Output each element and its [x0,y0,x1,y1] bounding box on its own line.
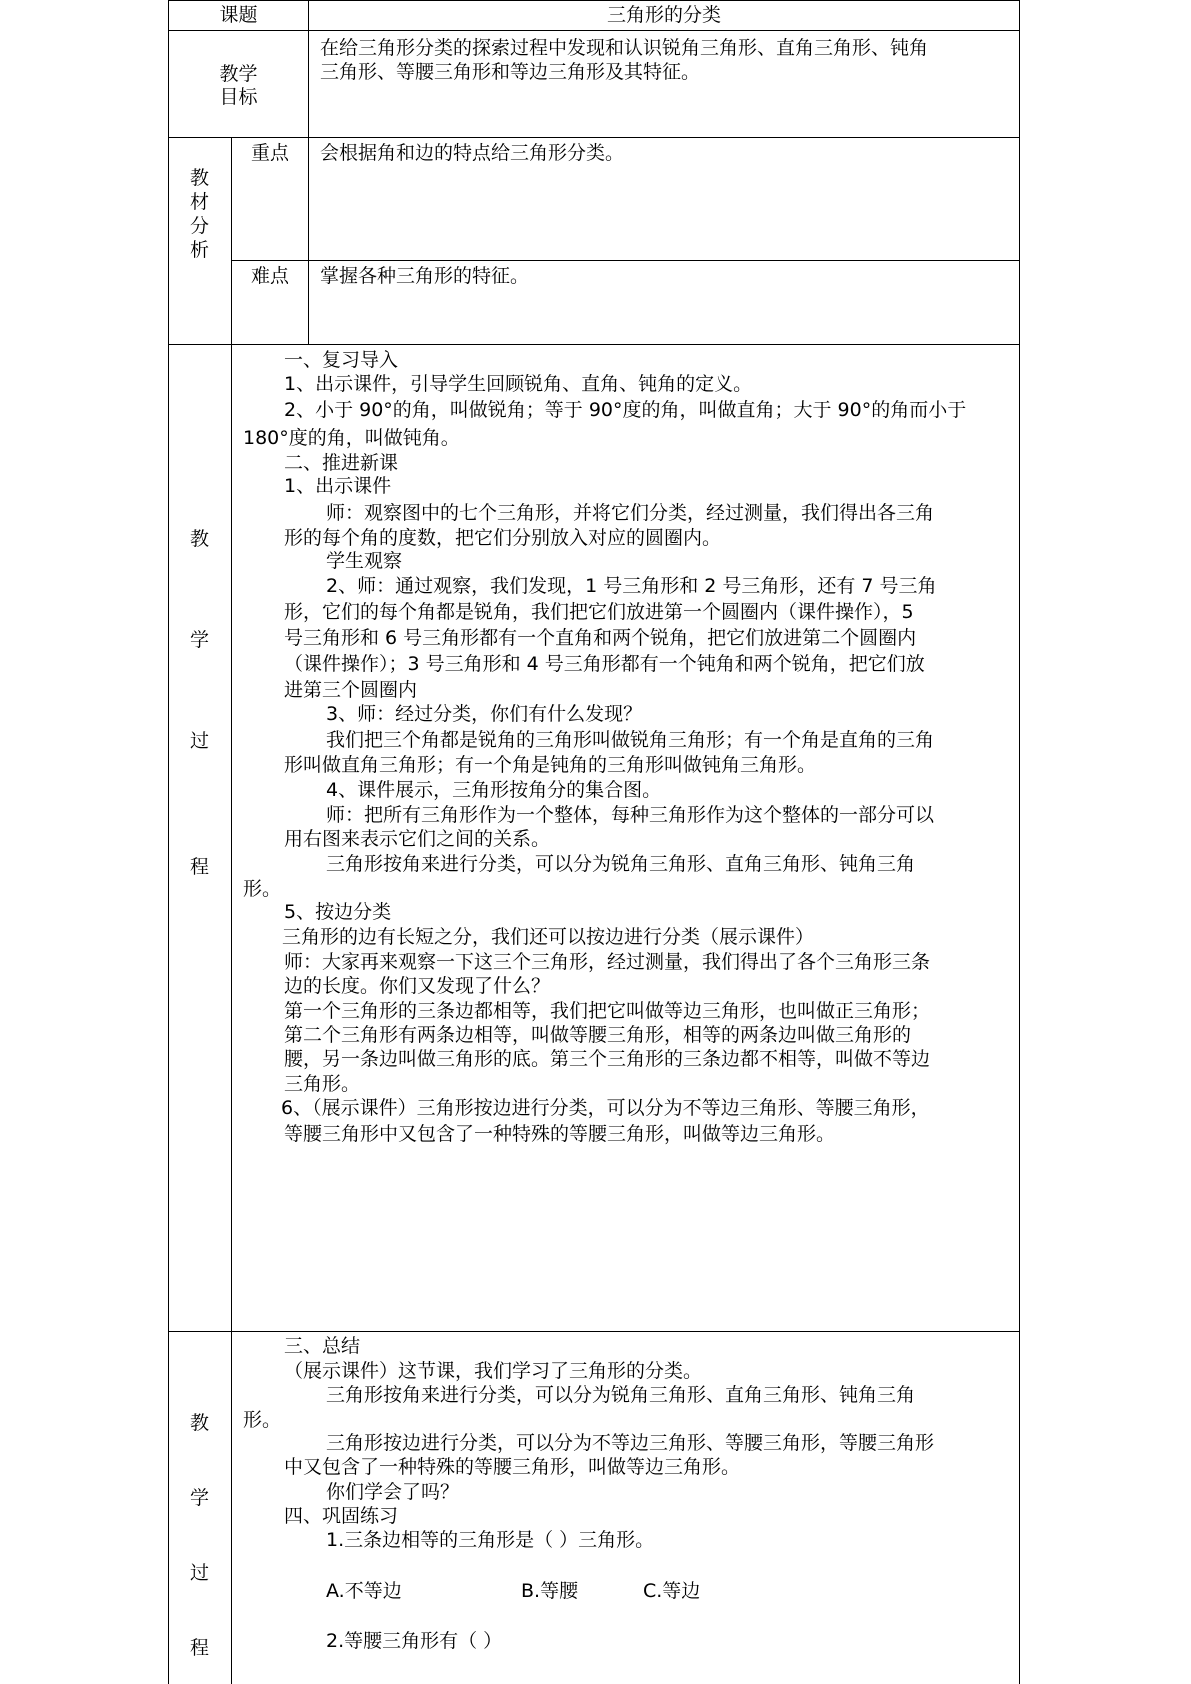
objective-text-line: 在给三角形分类的探索过程中发现和认识锐角三角形、直角三角形、钝角 [320,37,929,59]
process-line: 我们把三个角都是锐角的三角形叫做锐角三角形；有一个角是直角的三角 [326,729,935,751]
row-divider-3 [231,260,1020,261]
process-line: （展示课件）这节课，我们学习了三角形的分类。 [284,1360,703,1382]
table-border-top [168,0,1020,1]
column-divider-sub [231,137,232,1684]
analysis-label-char: 析 [189,239,209,261]
row-divider-5 [168,1331,1020,1332]
process1-label-char: 过 [189,730,209,752]
title-label: 课题 [219,4,258,26]
analysis-label-char: 材 [189,191,209,213]
process1-label-char: 程 [189,856,209,878]
process-line: 边的长度。你们又发现了什么？ [284,975,551,997]
process-line: 形的每个角的度数，把它们分别放入对应的圆圈内。 [284,527,722,549]
difficulty-text: 掌握各种三角形的特征。 [320,265,530,287]
key-point-label: 重点 [250,142,289,164]
process-line: 号三角形和 6 号三角形都有一个直角和两个锐角，把它们放进第二个圆圈内 [284,627,917,649]
process-line: 6、（展示课件）三角形按边进行分类，可以分为不等边三角形、等腰三角形， [281,1097,930,1119]
row-divider-4 [168,344,1020,345]
process-line: 形叫做直角三角形；有一个角是钝角的三角形叫做钝角三角形。 [284,754,817,776]
process-line: 三角形。 [284,1073,361,1095]
analysis-label-char: 分 [189,215,209,237]
process-line: 中又包含了一种特殊的等腰三角形，叫做等边三角形。 [284,1456,741,1478]
process-line: 四、巩固练习 [284,1505,399,1527]
process-line: 2、师：通过观察，我们发现，1 号三角形和 2 号三角形，还有 7 号三角 [326,575,937,597]
process-line: 形。 [243,1409,282,1431]
column-divider-main [308,0,309,344]
process-line: 二、推进新课 [284,452,399,474]
process-line: 180°度的角，叫做钝角。 [243,427,460,449]
process2-label-char: 程 [189,1637,209,1659]
process-line: 三角形按角来进行分类，可以分为锐角三角形、直角三角形、钝角三角 [326,853,916,875]
process-line: 第二个三角形有两条边相等，叫做等腰三角形，相等的两条边叫做三角形的 [284,1024,912,1046]
process-line: 进第三个圆圈内 [284,679,418,701]
process-line: 师：观察图中的七个三角形，并将它们分类，经过测量，我们得出各三角 [326,502,935,524]
process-line: 2、小于 90°的角，叫做锐角；等于 90°度的角，叫做直角；大于 90°的角而小于 [284,399,967,421]
process-line: （课件操作）；3 号三角形和 4 号三角形都有一个钝角和两个锐角，把它们放 [284,653,925,675]
objective-label-line1: 教学 [219,63,258,85]
process-line: 三角形按角来进行分类，可以分为锐角三角形、直角三角形、钝角三角 [326,1384,916,1406]
objective-text-line: 三角形、等腰三角形和等边三角形及其特征。 [320,61,701,83]
process-line: 等腰三角形中又包含了一种特殊的等腰三角形，叫做等边三角形。 [284,1123,836,1145]
process2-label-char: 过 [189,1562,209,1584]
process-line: 三角形的边有长短之分，我们还可以按边进行分类（展示课件） [282,926,815,948]
difficulty-label: 难点 [250,265,289,287]
process-line: 一、复习导入 [284,349,399,371]
process-line: 用右图来表示它们之间的关系。 [284,828,551,850]
process-line: 腰，另一条边叫做三角形的底。第三个三角形的三条边都不相等，叫做不等边 [284,1048,931,1070]
process-line: 3、师：经过分类，你们有什么发现？ [326,703,643,725]
process1-label-char: 教 [189,528,209,550]
process1-label-char: 学 [189,629,209,651]
process2-label-char: 学 [189,1487,209,1509]
row-divider-1 [168,30,1020,31]
exercise-option: B.等腰 [521,1580,579,1602]
process-line: 师：把所有三角形作为一个整体，每种三角形作为这个整体的一部分可以 [326,804,935,826]
process-line: 你们学会了吗？ [326,1481,460,1503]
exercise-option: C.等边 [643,1580,701,1602]
process2-label-char: 教 [189,1412,209,1434]
page-title: 三角形的分类 [606,4,721,26]
process-line: 4、课件展示，三角形按角分的集合图。 [326,779,662,801]
process-line: 师：大家再来观察一下这三个三角形，经过测量，我们得出了各个三角形三条 [284,951,931,973]
exercise-option: A.不等边 [326,1580,402,1602]
process-line: 三、总结 [284,1335,361,1357]
process-line: 形，它们的每个角都是锐角，我们把它们放进第一个圆圈内（课件操作），5 [284,601,914,623]
table-border-right [1019,0,1020,1684]
process-line: 三角形按边进行分类，可以分为不等边三角形、等腰三角形，等腰三角形 [326,1432,935,1454]
analysis-label-char: 教 [189,167,209,189]
process-line: 5、按边分类 [284,901,392,923]
process-line: 形。 [243,878,282,900]
process-line: 第一个三角形的三条边都相等，我们把它叫做等边三角形，也叫做正三角形； [284,1000,931,1022]
exercise-question: 2.等腰三角形有（ ） [326,1630,503,1652]
process-line: 学生观察 [326,550,403,572]
key-point-text: 会根据角和边的特点给三角形分类。 [320,142,625,164]
objective-label-line2: 目标 [219,86,258,108]
row-divider-2 [168,137,1020,138]
process-line: 1、出示课件，引导学生回顾锐角、直角、钝角的定义。 [284,373,753,395]
process-line: 1、出示课件 [284,475,392,497]
exercise-question: 1.三条边相等的三角形是（ ）三角形。 [326,1529,655,1551]
